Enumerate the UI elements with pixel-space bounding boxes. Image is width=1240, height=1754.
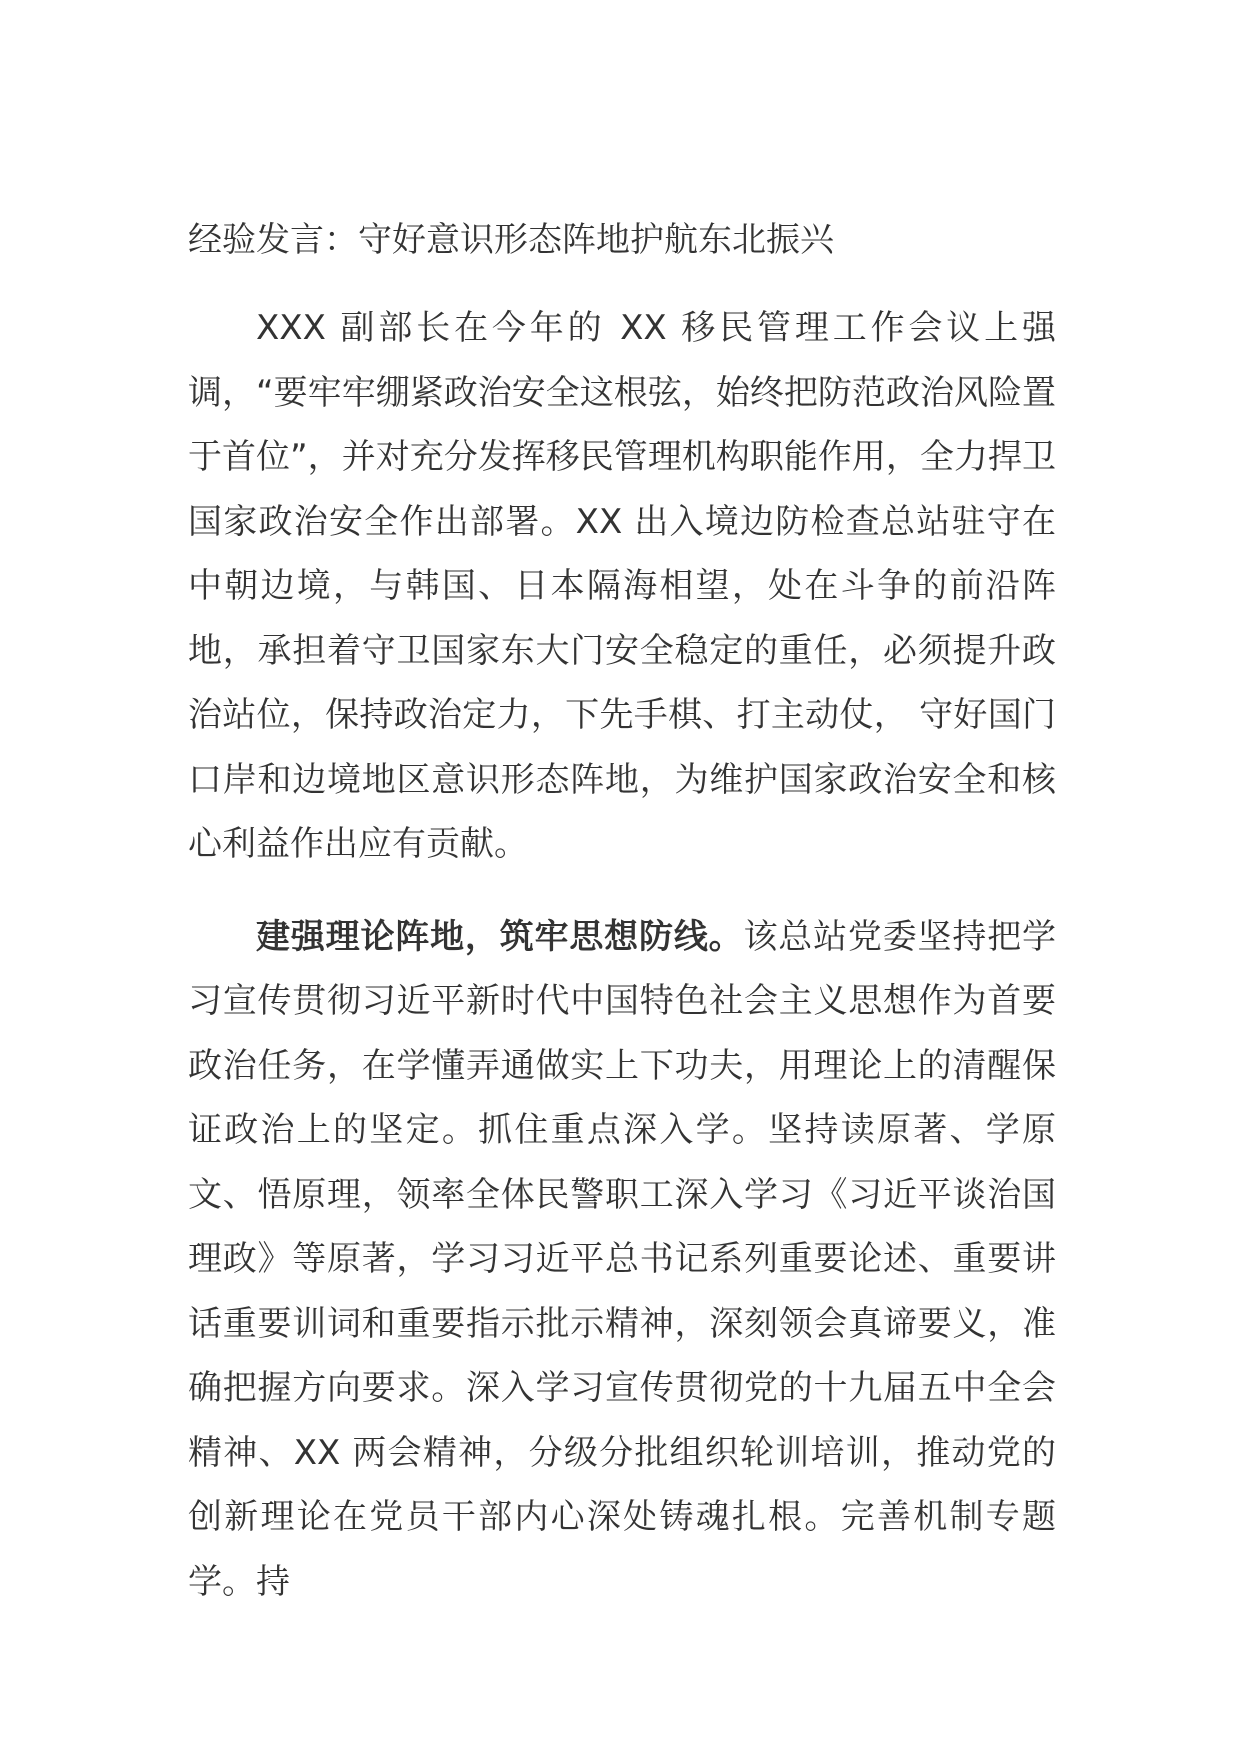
document-page (188, 214, 1056, 1614)
paragraph-theory (188, 905, 1056, 1615)
paragraph-theory-lead: 建强理论阵地，筑牢思想防线。 (256, 916, 744, 957)
paragraph-intro-text: XXX 副部长在今年的 XX 移民管理工作会议上强调，“要牢牢绷紧政治安全这根弦，始终把防范政治风险置于首位”，并对充分发挥移民管理机构职能作用，全力捍卫国家政治安全作出部署。XX 出入境边防检查总站驻守在中朝边境，与韩国、日本隔海相望，处在斗争的前沿阵地，承担着守卫国家东大门安全稳定的重任，必须提升政治站位，保持政治定力，下先手棋、打主动仗， 守好国门口岸和边境地区意识形态阵地，为维护国家政治安全和核心利益作出应有贡献。 (188, 308, 1056, 864)
paragraph-theory-text: 该总站党委坚持把学习宣传贯彻习近平新时代中国特色社会主义思想作为首要政治任务，在学懂弄通做实上下功夫，用理论上的清醒保证政治上的坚定。抓住重点深入学。坚持读原著、学原文、悟原理，领率全体民警职工深入学习《习近平谈治国理政》等原著，学习习近平总书记系列重要论述、重要讲话重要训词和重要指示批示精神，深刻领会真谛要义，准确把握方向要求。深入学习宣传贯彻党的十九届五中全会精神、XX 两会精神，分级分批组织轮训培训，推动党的创新理论在党员干部内心深处铸魂扎根。完善机制专题学。持 (188, 916, 1057, 1602)
paragraph-intro (188, 296, 1056, 877)
document-title: 经验发言：守好意识形态阵地护航东北振兴 (188, 220, 834, 260)
